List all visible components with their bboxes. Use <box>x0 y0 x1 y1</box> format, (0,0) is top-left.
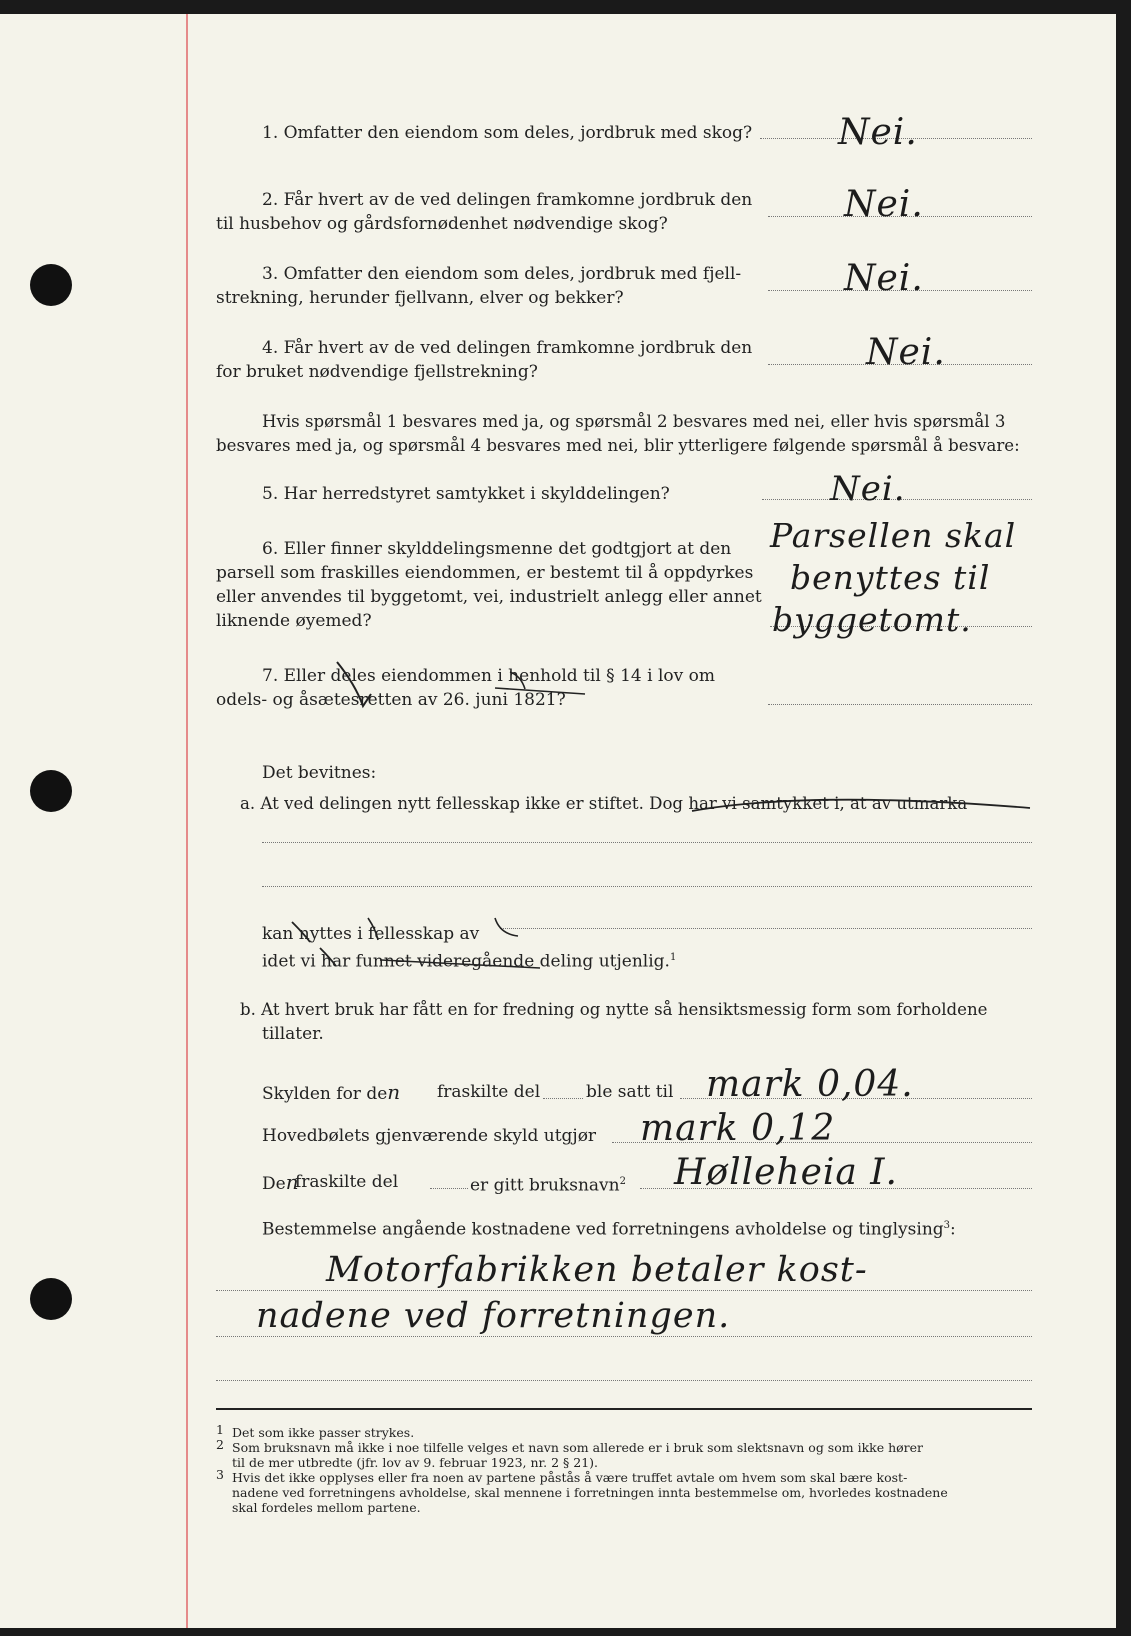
question-6-line-3: eller anvendes til byggetomt, vei, industrielt anlegg eller annet <box>216 587 762 607</box>
bevitnes-heading: Det bevitnes: <box>262 763 377 783</box>
footnote-text: skal fordeles mellom partene. <box>232 1500 421 1515</box>
skyld-label-1b: fraskilte del <box>437 1082 541 1102</box>
footnote-ref: 3 <box>943 1220 951 1231</box>
blank-line <box>262 842 1032 843</box>
skyld-line-3c <box>470 1170 626 1198</box>
bevitnes-a-cont-1: kan nyttes i fellesskap av <box>262 924 480 944</box>
question-3-line-1: 3. Omfatter den eiendom som deles, jordbruk med fjell- <box>262 264 742 284</box>
answer-line <box>216 1380 1032 1381</box>
skyld-label-4-end: : <box>950 1219 956 1240</box>
answer-6-line-1: Parsellen skal <box>770 516 1017 555</box>
footnote-number: 1 <box>216 1422 224 1437</box>
question-2-line-2: til husbehov og gårdsfornødenhet nødvendige skog? <box>216 214 668 234</box>
answer-3: Nei. <box>844 258 924 299</box>
blank-line <box>500 928 1032 929</box>
answer-4: Nei. <box>866 332 946 373</box>
question-4-line-1: 4. Får hvert av de ved delingen framkomne jordbruk den <box>262 338 753 358</box>
bevitnes-b-line-2: tillater. <box>262 1024 324 1044</box>
skyld-answer-3: Hølleheia I. <box>674 1152 898 1193</box>
question-4-line-2: for bruket nødvendige fjellstrekning? <box>216 362 538 382</box>
question-2-line-1: 2. Får hvert av de ved delingen framkomne jordbruk den <box>262 190 753 210</box>
blank-line <box>543 1098 583 1099</box>
answer-6-line-3: byggetomt. <box>772 600 972 639</box>
answer-2: Nei. <box>844 184 924 225</box>
skyld-line-1 <box>262 1080 400 1106</box>
skyld-answer-2: mark 0,12 <box>640 1108 836 1149</box>
footnote-text: nadene ved forretningens avholdelse, skal mennene i forretningen innta bestemmelse om, hvorledes kostnadene <box>232 1485 948 1500</box>
answer-1: Nei. <box>838 112 918 153</box>
question-7-line-1: 7. Eller deles eiendommen i henhold til § 14 i lov om <box>262 666 715 686</box>
skyld-label-1c: ble satt til <box>586 1082 674 1102</box>
punch-hole <box>30 1278 72 1320</box>
handwritten-n: n <box>285 1170 299 1194</box>
skyld-line-3 <box>262 1170 299 1196</box>
question-7-line-2: odels- og åsætesretten av 26. juni 1821? <box>216 690 566 710</box>
footnote-text: Som bruksnavn må ikke i noe tilfelle velges et navn som allerede er i bruk som slektsnavn og som ikke hører <box>232 1440 924 1455</box>
footnote-number: 3 <box>216 1467 224 1482</box>
document-page <box>0 14 1116 1628</box>
skyld-label-3b: fraskilte del <box>295 1172 399 1192</box>
question-1: 1. Omfatter den eiendom som deles, jordbruk med skog? <box>262 123 753 143</box>
strike-through <box>690 792 1035 814</box>
punch-hole <box>30 264 72 306</box>
answer-line <box>216 1290 1032 1291</box>
skyld-answer-4-line-2: nadene ved forretningen. <box>256 1296 731 1336</box>
bevitnes-b-line-1: b. At hvert bruk har fått en for fredning og nytte så hensiktsmessig form som forholdene <box>240 1000 988 1019</box>
footnote-text: Hvis det ikke opplyses eller fra noen av partene påstås å være truffet avtale om hvem som skal bære kost- <box>232 1470 908 1485</box>
footnote-number: 2 <box>216 1437 224 1452</box>
footnote-ref: 1 <box>669 952 677 963</box>
skyld-label-3: De <box>262 1174 286 1194</box>
footnote-separator <box>216 1408 1032 1410</box>
blank-line <box>262 886 1032 887</box>
answer-line <box>768 704 1032 705</box>
answer-6-line-2: benyttes til <box>790 558 991 597</box>
skyld-line-4 <box>262 1214 956 1242</box>
footnote-text: Det som ikke passer strykes. <box>232 1425 415 1440</box>
skyld-answer-4-line-1: Motorfabrikken betaler kost- <box>326 1250 868 1290</box>
footnote-ref: 2 <box>619 1176 626 1187</box>
margin-line <box>186 14 188 1628</box>
skyld-label-4: Bestemmelse angående kostnadene ved forretningens avholdelse og tinglysing <box>262 1219 944 1240</box>
skyld-label-3c: er gitt bruksnavn <box>470 1175 620 1196</box>
question-6-line-1: 6. Eller finner skylddelingsmenne det godtgjort at den <box>262 539 732 559</box>
blank-line <box>430 1188 468 1189</box>
question-6-line-2: parsell som fraskilles eiendommen, er bestemt til å oppdyrkes <box>216 563 754 583</box>
question-3-line-2: strekning, herunder fjellvann, elver og bekker? <box>216 288 624 308</box>
answer-5: Nei. <box>830 469 906 509</box>
answer-line <box>216 1336 1032 1337</box>
punch-hole <box>30 770 72 812</box>
strike-mark <box>335 654 595 714</box>
skyld-label-1: Skylden for de <box>262 1084 388 1104</box>
conditional-line-2: besvares med ja, og spørsmål 4 besvares med nei, blir ytterligere følgende spørsmål å besvare: <box>216 436 1020 455</box>
question-5: 5. Har herredstyret samtykket i skylddelingen? <box>262 484 670 504</box>
handwritten-n: n <box>387 1080 401 1104</box>
strike-mark <box>290 914 550 974</box>
bevitnes-a-cont-2-text: idet vi har funnet videregående deling utjenlig. <box>262 951 670 972</box>
skyld-label-2: Hovedbølets gjenværende skyld utgjør <box>262 1126 597 1146</box>
conditional-line-1: Hvis spørsmål 1 besvares med ja, og spørsmål 2 besvares med nei, eller hvis spørsmål 3 <box>262 412 1006 431</box>
question-6-line-4: liknende øyemed? <box>216 611 372 631</box>
skyld-answer-1: mark 0,04. <box>706 1064 914 1105</box>
bevitnes-a-line: a. At ved delingen nytt fellesskap ikke er stiftet. Dog har vi samtykket i, at av utmarka <box>240 794 968 813</box>
footnote-text: til de mer utbredte (jfr. lov av 9. februar 1923, nr. 2 § 21). <box>232 1455 598 1470</box>
